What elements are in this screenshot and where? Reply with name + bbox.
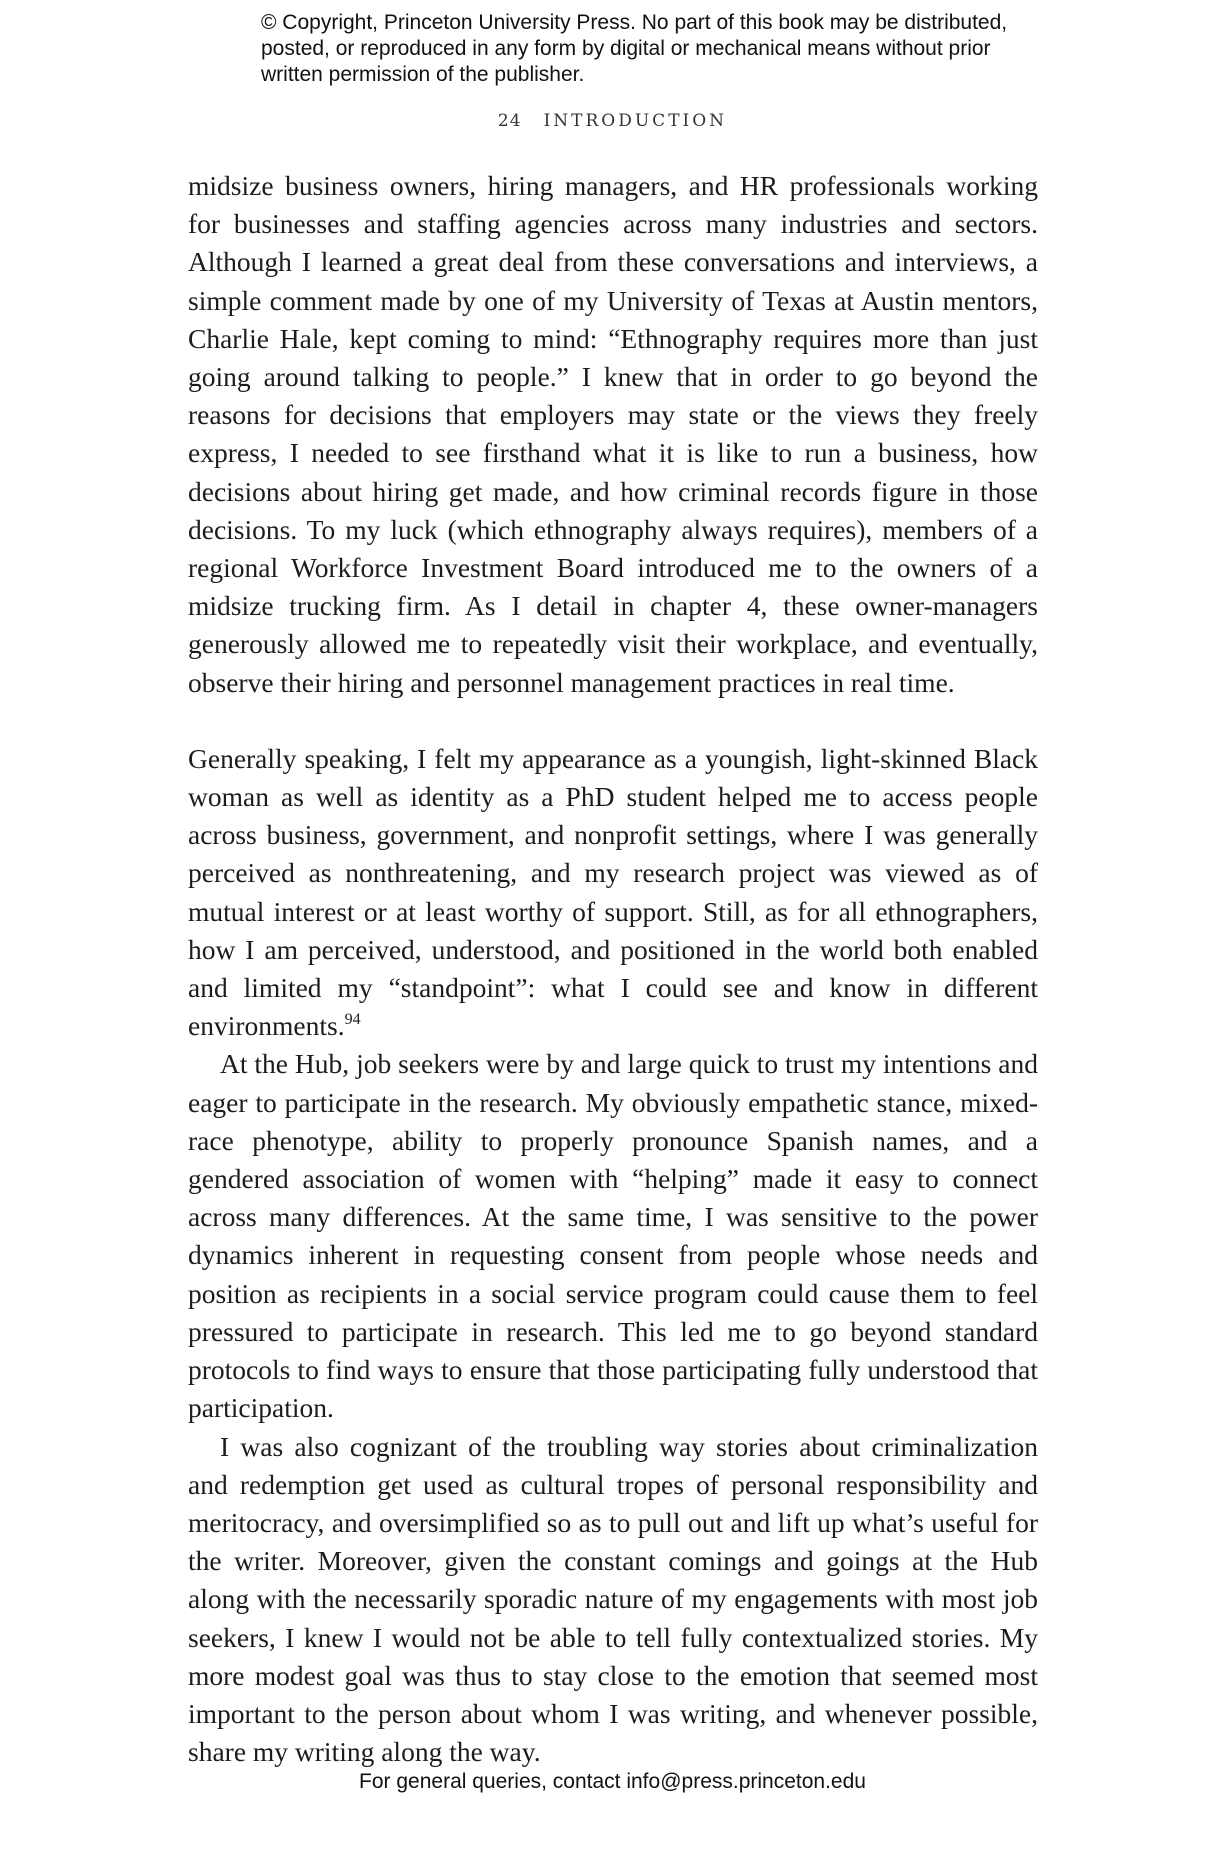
paragraph-2-text: Generally speaking, I felt my appearance as a youngish, light-skinned Black woman as well as identity as a PhD student helped me to access people across business, government, and nonprofit settings, where I was generally perceived as nonthreatening, and my research project was viewed as of mutual interest or at least worthy of support. Still, as for all ethnographers, how I am perceived, understood, and positioned in the world both enabled and limited my “standpoint”: what I could see and know in different environments.	[188, 742, 1038, 1042]
body-text	[188, 167, 1038, 1771]
footnote-marker[interactable]: 94	[344, 1011, 361, 1029]
paragraph-2	[188, 740, 1038, 1046]
copyright-notice: © Copyright, Princeton University Press. No part of this book may be distributed, posted, or reproduced in any form by digital or mechanical means without prior written permission of the publisher.	[261, 11, 1008, 86]
paragraph-4: I was also cognizant of the troubling way stories about criminalization and redemption get used as cultural tropes of personal responsibility and meritocracy, and oversimplified so as to pull out and lift up what’s useful for the writer. Moreover, given the constant comings and goings at the Hub along with the necessarily sporadic nature of my engagements with most job seekers, I knew I would not be able to tell fully contextualized stories. My more modest goal was thus to stay close to the emotion that seemed most important to the person about whom I was writing, and whenever possible, share my writing along the way.	[188, 1430, 1038, 1768]
footer-contact: For general queries, contact info@press.princeton.edu	[359, 1770, 866, 1793]
paragraph-3: At the Hub, job seekers were by and large quick to trust my intentions and eager to participate in the research. My obviously empathetic stance, mixed-race phenotype, ability to properly pronounce Spanish names, and a gendered association of women with “helping” made it easy to connect across many differences. At the same time, I was sensitive to the power dynamics inherent in requesting consent from people whose needs and position as recipients in a social service program could cause them to feel pressured to participate in research. This led me to go beyond standard protocols to find ways to ensure that those participating fully understood that participation.	[188, 1048, 1038, 1424]
paragraph-1: midsize business owners, hiring managers, and HR professionals working for businesses and staffing agencies across many industries and sectors. Although I learned a great deal from these conversations and interviews, a simple comment made by one of my University of Texas at Austin mentors, Charlie Hale, kept coming to mind: “Ethnography requires more than just going around talking to people.” I knew that in order to go beyond the reasons for decisions that employers may state or the views they freely express, I needed to see firsthand what it is like to run a business, how decisions about hiring get made, and how criminal records figure in those decisions. To my luck (which ethnography always requires), members of a regional Workforce Investment Board introduced me to the owners of a midsize trucking firm. As I detail in chapter 4, these owner-managers generously allowed me to repeatedly visit their workplace, and eventually, observe their hiring and personnel management practices in real time.	[188, 170, 1038, 698]
running-head	[0, 111, 1225, 131]
section-title: INTRODUCTION	[543, 111, 728, 131]
page-number: 24	[497, 111, 522, 131]
